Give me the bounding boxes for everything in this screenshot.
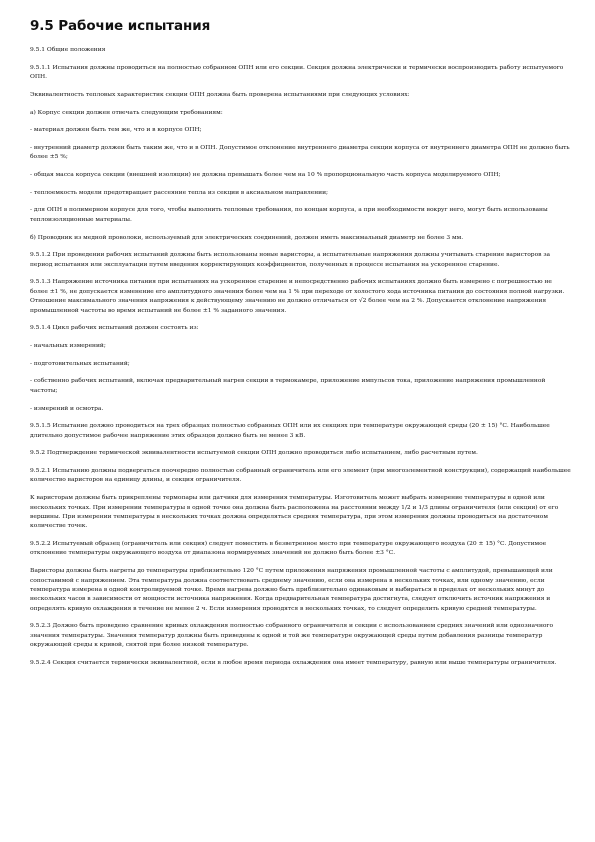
paragraph: - подготовительных испытаний; bbox=[30, 359, 130, 367]
paragraph: а) Корпус секции должен отвечать следующим требованиям: bbox=[30, 108, 223, 116]
paragraph: - теплоемкость модели предотвращает рассеяние тепла из секции в аксиальном направлении; bbox=[30, 188, 329, 196]
paragraph: К варисторам должны быть прикреплены термопары или датчики для измерения температуры. Изготовитель может выбрать измерение температуры в одной или нескольких точках. При измерении температуры в одной точке она должна быть расположена на расстоянии между 1/2 и 1/3 длины ограничителя (или секции) от его вершины. При измерении температуры в нескольких точках должна определяться средняя температура, при этом измерения должны проводиться на достаточном количестве точек. bbox=[30, 494, 559, 530]
paragraph: - для ОПН в полимерном корпусе для того, чтобы выполнить тепловые требования, по концам корпуса, а при необходимости вокруг него, могут быть использованы теплоизоляционные материалы. bbox=[30, 206, 548, 223]
paragraph: 9.5.2.1 Испытанию должны подвергаться поочередно полностью собранный ограничитель или его элемент (при многоэлементной конструкции), содержащий наибольшее количество варисторов на единицу длины, и секция ограничителя. bbox=[30, 467, 571, 484]
paragraph: Эквивалентность тепловых характеристик секции ОПН должна быть проверена испытаниями при следующих условиях: bbox=[30, 90, 410, 98]
section-heading: 9.5 Рабочие испытания bbox=[30, 18, 211, 34]
paragraph: 9.5.2 Подтверждение термической эквивалентности испытуемой секции ОПН должно проводиться либо испытанием, либо расчетным путем. bbox=[30, 449, 478, 457]
paragraph: б) Проводник из медной проволоки, используемый для электрических соединений, должен иметь максимальный диаметр не более 3 мм. bbox=[30, 233, 464, 241]
paragraph: 9.5.2.4 Секция считается термически эквивалентной, если в любое время периода охлаждения она имеет температуру, равную или выше температуры ограничителя. bbox=[30, 659, 557, 666]
paragraph: 9.5.1.1 Испытания должны проводиться на полностью собранном ОПН или его секции. Секция должна электрически и термически воспроизводить работу испытуемого ОПН. bbox=[30, 63, 564, 81]
paragraph: - начальных измерений; bbox=[30, 341, 106, 349]
paragraph: 9.5.2.2 Испытуемый образец (ограничитель или секция) следует поместить в безветренное место при температуре окружающего воздуха (20 ± 15) °С. Допустимое отклонение температуры окружающего воздуха от диапазона нормируемых значений не должно быть более ±3 °С. bbox=[30, 540, 547, 557]
paragraph: 9.5.2.3 Должно быть проведено сравнение кривых охлаждения полностью собранного ограничителя и секции с использованием средних значений или однозначного значения температуры. Значения температур должны быть приведены к одной и той же температуре окружающей среды путем добавления разницы температур окружающей среды к кривой, снятой при более низкой температуре. bbox=[30, 622, 554, 649]
paragraph: 9.5.1.2 При проведении рабочих испытаний должны быть использованы новые варисторы, а испытательные напряжения должны учитывать старение варисторов за период испытания или эксплуатации путем введения корректирующих коэффициентов, полученных в процессе испытания на ускоренное старение. bbox=[30, 251, 551, 268]
paragraph: 9.5.1.3 Напряжение источника питания при испытаниях на ускоренное старение и непосредственно рабочих испытаниях должно быть измерено с погрешностью не более ±1 %, не допускается изменение его амплитудного значения более чем на 1 % при переходе от холостого хода источника питания до состояния полной нагрузки. Отношение максимального значения напряжения к действующему значению не должно отличаться от √2 более чем на 2 %. Допускается отклонение напряжения промышленной частоты во время испытаний не более ±1 % заданного значения. bbox=[30, 278, 565, 314]
paragraph: 9.5.1.4 Цикл рабочих испытаний должен состоять из: bbox=[30, 324, 199, 332]
paragraph: - измерений и осмотра. bbox=[30, 404, 104, 412]
paragraph: 9.5.1 Общие положения bbox=[30, 46, 106, 53]
paragraph: - общая масса корпуса секции (внешней изоляции) не должна превышать более чем на 10 % пропорциональную часть корпуса моделируемого ОПН; bbox=[30, 171, 501, 179]
paragraph: Варисторы должны быть нагреты до температуры приблизительно 120 °С путем приложения напряжения промышленной частоты с амплитудой, превышающей или сопоставимой с напряжением. Эта температура должна соответствовать среднему значению, если она измерена в нескольких точках, или одному значению, если температура измерена в одной контролируемой точке. Время нагрева должно быть приблизительно одинаковым и выбираться в пределах от нескольких минут до нескольких часов в зависимости от мощности источника напряжения. Когда предварительная температура достигнута, следует отключить источник напряжения и определять кривую охлаждения в течение не менее 2 ч. Если измерения проводятся в нескольких точках, то следует определить кривую средней температуры. bbox=[30, 567, 553, 612]
paragraph: - собственно рабочих испытаний, включая предварительный нагрев секции в термокамере, приложение импульсов тока, приложение напряжения промышленной частоты; bbox=[30, 377, 546, 394]
document-body bbox=[30, 45, 571, 667]
paragraph: - внутренний диаметр должен быть таким же, что и в ОПН. Допустимое отклонение внутреннего диаметра секции корпуса от внутреннего диаметра ОПН не должно быть более ±5 %; bbox=[30, 143, 570, 161]
paragraph: 9.5.1.5 Испытание должно проводиться на трех образцах полностью собранных ОПН или их секциях при температуре окружающей среды (20 ± 15) °С. Наибольшее длительно допустимое рабочее напряжение этих образцов должно быть не менее 3 кВ. bbox=[30, 422, 550, 439]
paragraph: - материал должен быть тем же, что и в корпусе ОПН; bbox=[30, 126, 202, 134]
